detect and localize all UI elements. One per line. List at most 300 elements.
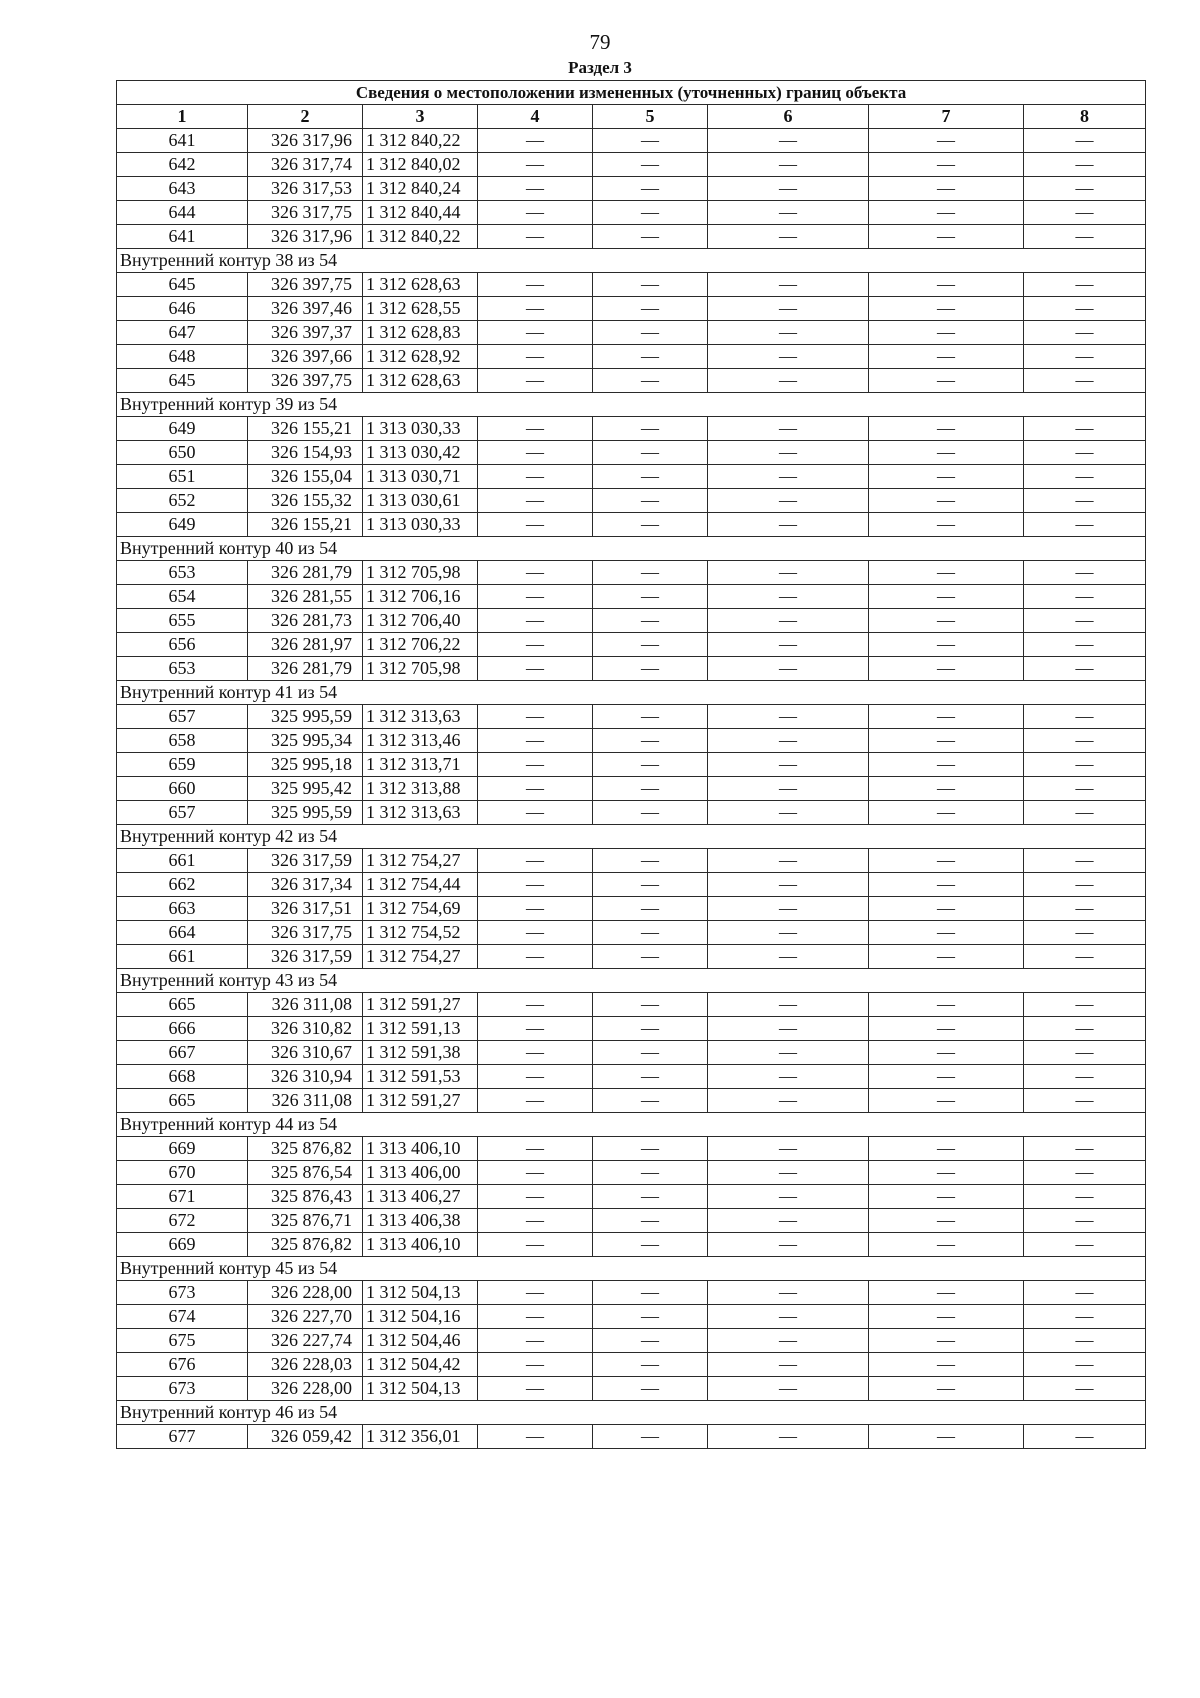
contour-row (117, 1401, 1146, 1425)
boundary-coordinates-table (116, 80, 1146, 1449)
empty-value-dash: — (1024, 753, 1146, 777)
empty-value-dash: — (1024, 1185, 1146, 1209)
y-coordinate-cell: 1 312 504,13 (363, 1377, 478, 1401)
y-coordinate-cell: 1 312 628,55 (363, 297, 478, 321)
table-row (117, 1305, 1146, 1329)
table-row (117, 1185, 1146, 1209)
empty-value-dash: — (593, 729, 708, 753)
empty-value-dash: — (708, 441, 869, 465)
empty-value-dash: — (869, 801, 1024, 825)
empty-value-dash: — (1024, 201, 1146, 225)
contour-label: Внутренний контур 39 из 54 (117, 393, 1146, 417)
empty-value-dash: — (1024, 585, 1146, 609)
point-number-cell: 659 (117, 753, 248, 777)
empty-value-dash: — (869, 993, 1024, 1017)
empty-value-dash: — (869, 921, 1024, 945)
y-coordinate-cell: 1 313 030,71 (363, 465, 478, 489)
empty-value-dash: — (593, 777, 708, 801)
point-number-cell: 644 (117, 201, 248, 225)
empty-value-dash: — (1024, 129, 1146, 153)
empty-value-dash: — (869, 777, 1024, 801)
empty-value-dash: — (1024, 153, 1146, 177)
point-number-cell: 657 (117, 705, 248, 729)
empty-value-dash: — (708, 1425, 869, 1449)
contour-label: Внутренний контур 45 из 54 (117, 1257, 1146, 1281)
empty-value-dash: — (708, 609, 869, 633)
empty-value-dash: — (869, 1161, 1024, 1185)
y-coordinate-cell: 1 312 706,16 (363, 585, 478, 609)
empty-value-dash: — (478, 513, 593, 537)
y-coordinate-cell: 1 312 591,38 (363, 1041, 478, 1065)
empty-value-dash: — (708, 369, 869, 393)
empty-value-dash: — (478, 1377, 593, 1401)
x-coordinate-cell: 326 228,00 (248, 1377, 363, 1401)
y-coordinate-cell: 1 312 591,13 (363, 1017, 478, 1041)
empty-value-dash: — (708, 321, 869, 345)
y-coordinate-cell: 1 312 840,44 (363, 201, 478, 225)
contour-row (117, 249, 1146, 273)
table-row (117, 585, 1146, 609)
column-header: 2 (248, 105, 363, 129)
empty-value-dash: — (869, 417, 1024, 441)
x-coordinate-cell: 326 317,75 (248, 921, 363, 945)
empty-value-dash: — (478, 1089, 593, 1113)
x-coordinate-cell: 326 154,93 (248, 441, 363, 465)
empty-value-dash: — (1024, 1041, 1146, 1065)
point-number-cell: 657 (117, 801, 248, 825)
empty-value-dash: — (1024, 657, 1146, 681)
empty-value-dash: — (593, 873, 708, 897)
empty-value-dash: — (869, 705, 1024, 729)
empty-value-dash: — (708, 993, 869, 1017)
empty-value-dash: — (869, 201, 1024, 225)
empty-value-dash: — (1024, 297, 1146, 321)
empty-value-dash: — (708, 1017, 869, 1041)
x-coordinate-cell: 326 227,70 (248, 1305, 363, 1329)
empty-value-dash: — (708, 465, 869, 489)
contour-row (117, 681, 1146, 705)
x-coordinate-cell: 326 317,59 (248, 945, 363, 969)
empty-value-dash: — (478, 1161, 593, 1185)
empty-value-dash: — (593, 441, 708, 465)
table-row (117, 657, 1146, 681)
table-row (117, 921, 1146, 945)
x-coordinate-cell: 326 317,34 (248, 873, 363, 897)
empty-value-dash: — (708, 705, 869, 729)
table-row (117, 1041, 1146, 1065)
x-coordinate-cell: 326 397,46 (248, 297, 363, 321)
y-coordinate-cell: 1 312 840,22 (363, 225, 478, 249)
contour-label: Внутренний контур 40 из 54 (117, 537, 1146, 561)
empty-value-dash: — (708, 201, 869, 225)
empty-value-dash: — (478, 1329, 593, 1353)
column-header-row (117, 105, 1146, 129)
empty-value-dash: — (478, 417, 593, 441)
empty-value-dash: — (478, 609, 593, 633)
point-number-cell: 655 (117, 609, 248, 633)
empty-value-dash: — (1024, 729, 1146, 753)
x-coordinate-cell: 326 317,59 (248, 849, 363, 873)
x-coordinate-cell: 326 310,82 (248, 1017, 363, 1041)
y-coordinate-cell: 1 312 705,98 (363, 657, 478, 681)
empty-value-dash: — (1024, 1089, 1146, 1113)
table-row (117, 849, 1146, 873)
table-row (117, 1233, 1146, 1257)
contour-label: Внутренний контур 44 из 54 (117, 1113, 1146, 1137)
contour-label: Внутренний контур 46 из 54 (117, 1401, 1146, 1425)
contour-row (117, 537, 1146, 561)
empty-value-dash: — (593, 1353, 708, 1377)
y-coordinate-cell: 1 312 313,88 (363, 777, 478, 801)
point-number-cell: 668 (117, 1065, 248, 1089)
empty-value-dash: — (478, 945, 593, 969)
y-coordinate-cell: 1 312 313,46 (363, 729, 478, 753)
empty-value-dash: — (593, 849, 708, 873)
table-row (117, 489, 1146, 513)
empty-value-dash: — (708, 897, 869, 921)
empty-value-dash: — (1024, 1281, 1146, 1305)
empty-value-dash: — (708, 1377, 869, 1401)
empty-value-dash: — (869, 1089, 1024, 1113)
x-coordinate-cell: 325 995,59 (248, 801, 363, 825)
empty-value-dash: — (593, 1137, 708, 1161)
x-coordinate-cell: 326 155,32 (248, 489, 363, 513)
empty-value-dash: — (1024, 321, 1146, 345)
empty-value-dash: — (708, 1281, 869, 1305)
empty-value-dash: — (869, 585, 1024, 609)
empty-value-dash: — (869, 609, 1024, 633)
empty-value-dash: — (593, 489, 708, 513)
x-coordinate-cell: 325 876,43 (248, 1185, 363, 1209)
point-number-cell: 669 (117, 1137, 248, 1161)
empty-value-dash: — (869, 561, 1024, 585)
empty-value-dash: — (708, 945, 869, 969)
empty-value-dash: — (593, 1065, 708, 1089)
empty-value-dash: — (1024, 225, 1146, 249)
empty-value-dash: — (708, 585, 869, 609)
empty-value-dash: — (478, 777, 593, 801)
point-number-cell: 646 (117, 297, 248, 321)
point-number-cell: 641 (117, 225, 248, 249)
y-coordinate-cell: 1 312 705,98 (363, 561, 478, 585)
empty-value-dash: — (593, 1209, 708, 1233)
page-number: 79 (589, 30, 611, 54)
empty-value-dash: — (869, 441, 1024, 465)
empty-value-dash: — (593, 297, 708, 321)
empty-value-dash: — (1024, 1353, 1146, 1377)
table-row (117, 513, 1146, 537)
empty-value-dash: — (593, 129, 708, 153)
empty-value-dash: — (1024, 177, 1146, 201)
empty-value-dash: — (593, 657, 708, 681)
x-coordinate-cell: 326 281,73 (248, 609, 363, 633)
table-row (117, 441, 1146, 465)
point-number-cell: 656 (117, 633, 248, 657)
table-row (117, 1089, 1146, 1113)
column-header: 3 (363, 105, 478, 129)
table-row (117, 1353, 1146, 1377)
table-row (117, 1425, 1146, 1449)
empty-value-dash: — (869, 945, 1024, 969)
empty-value-dash: — (593, 153, 708, 177)
empty-value-dash: — (478, 1305, 593, 1329)
empty-value-dash: — (869, 1377, 1024, 1401)
empty-value-dash: — (1024, 1065, 1146, 1089)
x-coordinate-cell: 326 155,21 (248, 417, 363, 441)
x-coordinate-cell: 326 228,00 (248, 1281, 363, 1305)
table-row (117, 1065, 1146, 1089)
point-number-cell: 673 (117, 1377, 248, 1401)
empty-value-dash: — (708, 1041, 869, 1065)
x-coordinate-cell: 326 281,79 (248, 657, 363, 681)
empty-value-dash: — (1024, 1161, 1146, 1185)
empty-value-dash: — (869, 489, 1024, 513)
empty-value-dash: — (708, 1185, 869, 1209)
empty-value-dash: — (593, 1329, 708, 1353)
point-number-cell: 649 (117, 513, 248, 537)
empty-value-dash: — (478, 921, 593, 945)
x-coordinate-cell: 325 876,54 (248, 1161, 363, 1185)
point-number-cell: 654 (117, 585, 248, 609)
table-row (117, 1017, 1146, 1041)
point-number-cell: 647 (117, 321, 248, 345)
empty-value-dash: — (869, 657, 1024, 681)
table-row (117, 753, 1146, 777)
empty-value-dash: — (708, 177, 869, 201)
empty-value-dash: — (478, 873, 593, 897)
empty-value-dash: — (478, 729, 593, 753)
empty-value-dash: — (869, 1329, 1024, 1353)
x-coordinate-cell: 326 281,55 (248, 585, 363, 609)
table-row (117, 729, 1146, 753)
empty-value-dash: — (1024, 1377, 1146, 1401)
point-number-cell: 652 (117, 489, 248, 513)
x-coordinate-cell: 325 876,71 (248, 1209, 363, 1233)
contour-row (117, 1257, 1146, 1281)
empty-value-dash: — (1024, 705, 1146, 729)
y-coordinate-cell: 1 312 628,83 (363, 321, 478, 345)
point-number-cell: 665 (117, 993, 248, 1017)
empty-value-dash: — (708, 1329, 869, 1353)
empty-value-dash: — (708, 1065, 869, 1089)
empty-value-dash: — (1024, 1233, 1146, 1257)
x-coordinate-cell: 326 317,96 (248, 225, 363, 249)
x-coordinate-cell: 326 317,53 (248, 177, 363, 201)
empty-value-dash: — (708, 1089, 869, 1113)
empty-value-dash: — (1024, 417, 1146, 441)
section-title: Раздел 3 (568, 58, 632, 77)
empty-value-dash: — (869, 225, 1024, 249)
empty-value-dash: — (1024, 777, 1146, 801)
empty-value-dash: — (478, 201, 593, 225)
column-header: 8 (1024, 105, 1146, 129)
empty-value-dash: — (1024, 801, 1146, 825)
empty-value-dash: — (1024, 1425, 1146, 1449)
empty-value-dash: — (869, 1017, 1024, 1041)
empty-value-dash: — (869, 297, 1024, 321)
empty-value-dash: — (478, 1425, 593, 1449)
point-number-cell: 672 (117, 1209, 248, 1233)
table-row (117, 1161, 1146, 1185)
table-row (117, 321, 1146, 345)
x-coordinate-cell: 326 397,75 (248, 369, 363, 393)
empty-value-dash: — (708, 225, 869, 249)
empty-value-dash: — (708, 1161, 869, 1185)
y-coordinate-cell: 1 313 030,33 (363, 417, 478, 441)
empty-value-dash: — (478, 153, 593, 177)
empty-value-dash: — (708, 489, 869, 513)
table-row (117, 945, 1146, 969)
empty-value-dash: — (478, 129, 593, 153)
table-row (117, 417, 1146, 441)
table-row (117, 345, 1146, 369)
y-coordinate-cell: 1 313 030,33 (363, 513, 478, 537)
empty-value-dash: — (869, 1281, 1024, 1305)
y-coordinate-cell: 1 312 754,27 (363, 945, 478, 969)
y-coordinate-cell: 1 313 406,10 (363, 1137, 478, 1161)
empty-value-dash: — (1024, 489, 1146, 513)
table-row (117, 465, 1146, 489)
empty-value-dash: — (869, 753, 1024, 777)
empty-value-dash: — (1024, 561, 1146, 585)
point-number-cell: 645 (117, 273, 248, 297)
table-row (117, 633, 1146, 657)
table-row (117, 129, 1146, 153)
empty-value-dash: — (1024, 633, 1146, 657)
empty-value-dash: — (1024, 1209, 1146, 1233)
empty-value-dash: — (1024, 873, 1146, 897)
empty-value-dash: — (708, 873, 869, 897)
contour-label: Внутренний контур 43 из 54 (117, 969, 1146, 993)
y-coordinate-cell: 1 312 504,42 (363, 1353, 478, 1377)
point-number-cell: 641 (117, 129, 248, 153)
empty-value-dash: — (478, 705, 593, 729)
contour-row (117, 1113, 1146, 1137)
empty-value-dash: — (1024, 945, 1146, 969)
empty-value-dash: — (593, 993, 708, 1017)
empty-value-dash: — (708, 1305, 869, 1329)
y-coordinate-cell: 1 312 313,71 (363, 753, 478, 777)
point-number-cell: 662 (117, 873, 248, 897)
y-coordinate-cell: 1 312 840,24 (363, 177, 478, 201)
empty-value-dash: — (1024, 609, 1146, 633)
y-coordinate-cell: 1 313 406,27 (363, 1185, 478, 1209)
point-number-cell: 660 (117, 777, 248, 801)
empty-value-dash: — (708, 921, 869, 945)
contour-label: Внутренний контур 38 из 54 (117, 249, 1146, 273)
empty-value-dash: — (478, 1185, 593, 1209)
empty-value-dash: — (708, 153, 869, 177)
point-number-cell: 670 (117, 1161, 248, 1185)
empty-value-dash: — (1024, 1329, 1146, 1353)
empty-value-dash: — (869, 321, 1024, 345)
empty-value-dash: — (478, 1017, 593, 1041)
empty-value-dash: — (593, 1233, 708, 1257)
empty-value-dash: — (593, 1041, 708, 1065)
empty-value-dash: — (478, 1041, 593, 1065)
empty-value-dash: — (593, 753, 708, 777)
empty-value-dash: — (478, 1065, 593, 1089)
empty-value-dash: — (708, 801, 869, 825)
empty-value-dash: — (478, 273, 593, 297)
x-coordinate-cell: 326 317,74 (248, 153, 363, 177)
table-row (117, 297, 1146, 321)
y-coordinate-cell: 1 313 030,42 (363, 441, 478, 465)
empty-value-dash: — (869, 129, 1024, 153)
table-row (117, 993, 1146, 1017)
y-coordinate-cell: 1 312 840,22 (363, 129, 478, 153)
x-coordinate-cell: 326 397,66 (248, 345, 363, 369)
empty-value-dash: — (478, 177, 593, 201)
x-coordinate-cell: 326 310,94 (248, 1065, 363, 1089)
empty-value-dash: — (708, 417, 869, 441)
empty-value-dash: — (1024, 921, 1146, 945)
empty-value-dash: — (869, 1353, 1024, 1377)
empty-value-dash: — (478, 801, 593, 825)
y-coordinate-cell: 1 312 628,92 (363, 345, 478, 369)
y-coordinate-cell: 1 312 591,27 (363, 993, 478, 1017)
empty-value-dash: — (478, 897, 593, 921)
empty-value-dash: — (869, 1305, 1024, 1329)
x-coordinate-cell: 326 155,21 (248, 513, 363, 537)
empty-value-dash: — (478, 1281, 593, 1305)
contour-row (117, 825, 1146, 849)
empty-value-dash: — (708, 729, 869, 753)
empty-value-dash: — (593, 1425, 708, 1449)
empty-value-dash: — (1024, 1017, 1146, 1041)
contour-label: Внутренний контур 41 из 54 (117, 681, 1146, 705)
y-coordinate-cell: 1 312 706,40 (363, 609, 478, 633)
y-coordinate-cell: 1 312 754,27 (363, 849, 478, 873)
empty-value-dash: — (1024, 1137, 1146, 1161)
empty-value-dash: — (593, 369, 708, 393)
empty-value-dash: — (1024, 465, 1146, 489)
table-row (117, 609, 1146, 633)
x-coordinate-cell: 325 876,82 (248, 1233, 363, 1257)
point-number-cell: 650 (117, 441, 248, 465)
empty-value-dash: — (869, 345, 1024, 369)
empty-value-dash: — (708, 633, 869, 657)
empty-value-dash: — (1024, 441, 1146, 465)
empty-value-dash: — (478, 753, 593, 777)
empty-value-dash: — (478, 561, 593, 585)
empty-value-dash: — (593, 585, 708, 609)
point-number-cell: 673 (117, 1281, 248, 1305)
empty-value-dash: — (593, 1305, 708, 1329)
point-number-cell: 658 (117, 729, 248, 753)
empty-value-dash: — (593, 1281, 708, 1305)
empty-value-dash: — (593, 1089, 708, 1113)
empty-value-dash: — (593, 465, 708, 489)
empty-value-dash: — (869, 153, 1024, 177)
empty-value-dash: — (593, 705, 708, 729)
y-coordinate-cell: 1 312 840,02 (363, 153, 478, 177)
table-row (117, 225, 1146, 249)
x-coordinate-cell: 326 281,97 (248, 633, 363, 657)
empty-value-dash: — (869, 633, 1024, 657)
y-coordinate-cell: 1 312 504,46 (363, 1329, 478, 1353)
x-coordinate-cell: 326 317,51 (248, 897, 363, 921)
empty-value-dash: — (478, 633, 593, 657)
point-number-cell: 674 (117, 1305, 248, 1329)
table-row (117, 705, 1146, 729)
empty-value-dash: — (708, 777, 869, 801)
table-row (117, 1377, 1146, 1401)
empty-value-dash: — (593, 177, 708, 201)
contour-label: Внутренний контур 42 из 54 (117, 825, 1146, 849)
point-number-cell: 664 (117, 921, 248, 945)
y-coordinate-cell: 1 313 030,61 (363, 489, 478, 513)
